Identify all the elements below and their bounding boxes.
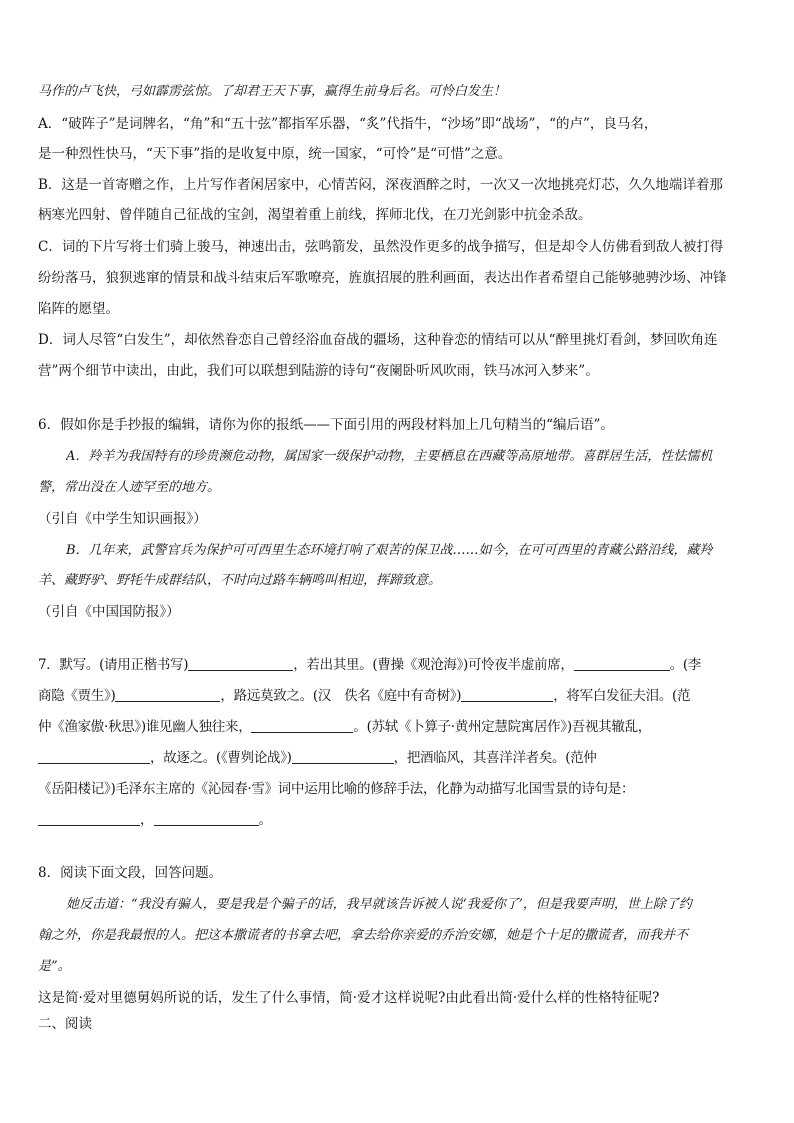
q7-line2: 商隐《贾生》) ，路远莫致之。(汉 佚名《庭中有奇树》) ，将军白发征夫泪。(范 xyxy=(38,688,691,704)
q5-option-c-line1: C．词的下片写将士们骑上骏马，神速出击，弦鸣箭发，虽然没作更多的战争描写，但是却令人仿佛看到敌人被打得 xyxy=(38,239,724,255)
q5-option-b-line2: 柄寒光四射、曾伴随自己征战的宝剑，渴望着重上前线，挥师北伐，在刀光剑影中抗金杀敌。 xyxy=(38,207,592,223)
q8-question: 这是简·爱对里德舅妈所说的话，发生了什么事情，简·爱才这样说呢?由此看出简·爱什么样的性格特征呢? xyxy=(38,990,660,1006)
q5-option-b-line1: B．这是一首寄赠之作，上片写作者闲居家中，心情苦闷，深夜酒醉之时，一次又一次地挑亮灯芯，久久地端详着那 xyxy=(38,177,723,193)
q6-material-a-line2: 警，常出没在人迹罕至的地方。 xyxy=(38,480,221,495)
q5-option-d-line2: 营”两个细节中读出，由此，我们可以联想到陆游的诗句“夜阑卧听风吹雨，铁马冰河入梦来”。 xyxy=(38,363,599,379)
q7-line3: 仲《渔家傲·秋思》)谁见幽人独往来， 。(苏轼《卜算子·黄州定慧院寓居作》)吾视其辙乱， xyxy=(38,719,651,735)
answer-blank-8[interactable] xyxy=(38,812,140,826)
q8-passage-line3: 是”。 xyxy=(38,959,71,974)
q8-passage-line2: 翰之外，你是我最恨的人。把这本撒谎者的书拿去吧，拿去给你亲爱的乔治安娜，她是个十足的撒谎者，而我并不 xyxy=(38,928,689,943)
answer-blank-3[interactable] xyxy=(115,688,220,702)
q7-stem: 7．默写。(请用正楷书写) xyxy=(38,657,189,673)
q6-stem: 6．假如你是手抄报的编辑，请你为你的报纸——下面引用的两段材料加上几句精当的“编后语”。 xyxy=(38,417,614,433)
poem-tail: 马作的卢飞快，弓如霹雳弦惊。了却君王天下事，赢得生前身后名。可怜白发生！ xyxy=(38,84,507,99)
q6-material-b-line1: B．几年来，武警官兵为保护可可西里生态环境打响了艰苦的保卫战……如今，在可可西里的青藏公路沿线，藏羚 xyxy=(66,543,713,558)
q6-material-a-line1: A．羚羊为我国特有的珍贵濒危动物，属国家一级保护动物，主要栖息在西藏等高原地带。喜群居生活，性怯懦机 xyxy=(66,449,713,464)
answer-blank-2[interactable] xyxy=(574,657,670,671)
q6-material-a-source: （引自《中学生知识画报》） xyxy=(38,511,207,527)
section-heading: 二、阅读 xyxy=(38,1016,92,1032)
answer-blank-5[interactable] xyxy=(251,719,353,733)
q7-line5: 《岳阳楼记》)毛泽东主席的《沁园春·雪》词中运用比喻的修辞手法，化静为动描写北国雪景的诗句是： xyxy=(38,781,635,797)
q5-option-a-line1: A．“破阵子”是词牌名，“角”和“五十弦”都指军乐器，“炙”代指牛，“沙场”即“战场”，“的卢”，良马名， xyxy=(38,116,658,132)
answer-blank-9[interactable] xyxy=(154,812,259,826)
q7-line1: 7．默写。(请用正楷书写) ，若出其里。(曹操《观沧海》)可怜夜半虚前席， 。(李 xyxy=(38,657,701,673)
q7-line6: ， 。 xyxy=(38,811,754,829)
answer-blank-4[interactable] xyxy=(461,688,553,702)
q6-material-b-line2: 羊、藏野驴、野牦牛成群结队，不时向过路车辆鸣叫相迎，挥蹄致意。 xyxy=(38,573,442,588)
answer-blank-6[interactable] xyxy=(38,750,150,764)
q5-option-a-line2: 是一种烈性快马，“天下事”指的是收复中原，统一国家，“可怜”是“可惜”之意。 xyxy=(38,146,512,162)
q6-material-b-source: （引自《中国国防报》） xyxy=(38,604,180,620)
q8-stem: 8．阅读下面文段，回答问题。 xyxy=(38,865,223,881)
q5-option-d-line1: D．词人尽管“白发生”，却依然眷恋自己曾经浴血奋战的疆场，这种眷恋的情结可以从“醉里挑灯看剑，梦回吹角连 xyxy=(38,332,718,348)
q5-option-c-line3: 陷阵的愿望。 xyxy=(38,301,119,317)
q5-option-c-line2: 纷纷落马，狼狈逃窜的情景和战斗结束后军歌嘹亮，旌旗招展的胜利画面，表达出作者希望自己能够驰骋沙场、冲锋 xyxy=(38,270,727,286)
q8-passage-line1: 她反击道：“我没有骗人，要是我是个骗子的话，我早就该告诉被人说‘我爱你了’，但是我要声明，世上除了约 xyxy=(66,897,692,912)
answer-blank-1[interactable] xyxy=(188,657,293,671)
q7-line4: ，故逐之。(《曹刿论战》) ，把酒临风，其喜洋洋者矣。(范仲 xyxy=(38,749,754,767)
answer-blank-7[interactable] xyxy=(292,750,394,764)
